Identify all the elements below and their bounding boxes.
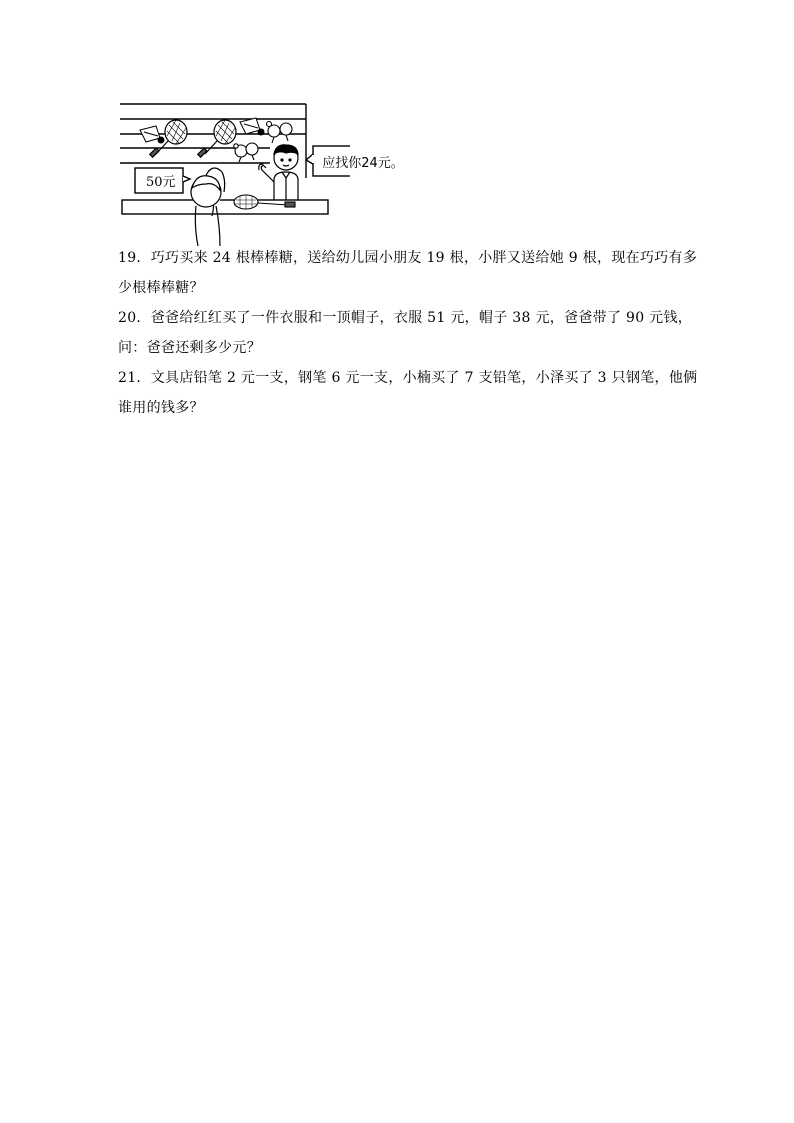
shuttlecock-icon bbox=[240, 118, 264, 135]
shop-scene-drawing bbox=[110, 96, 350, 246]
badminton-racket-icon bbox=[198, 120, 236, 157]
clerk-figure-icon bbox=[259, 145, 298, 206]
counter bbox=[122, 200, 328, 214]
shop-illustration bbox=[110, 96, 404, 246]
ping-pong-paddle-icon bbox=[234, 143, 258, 162]
question-19: 19．巧巧买来 24 根棒棒糖，送给幼儿园小朋友 19 根，小胖又送给她 9 根，现在巧巧有多少根棒棒糖？ bbox=[118, 250, 698, 296]
question-20: 20．爸爸给红红买了一件衣服和一顶帽子，衣服 51 元，帽子 38 元，爸爸带了 90 元钱，问：爸爸还剩多少元？ bbox=[118, 310, 693, 356]
question-21: 21．文具店铅笔 2 元一支，钢笔 6 元一支，小楠买了 7 支铅笔，小泽买了 3 只钢笔，他俩谁用的钱多？ bbox=[118, 370, 698, 416]
price-tag-label: 50元 bbox=[146, 175, 176, 190]
question-list bbox=[118, 243, 698, 423]
speech-bubble-label: 应找你24元。 bbox=[322, 156, 404, 171]
ping-pong-paddle-icon bbox=[267, 122, 293, 144]
